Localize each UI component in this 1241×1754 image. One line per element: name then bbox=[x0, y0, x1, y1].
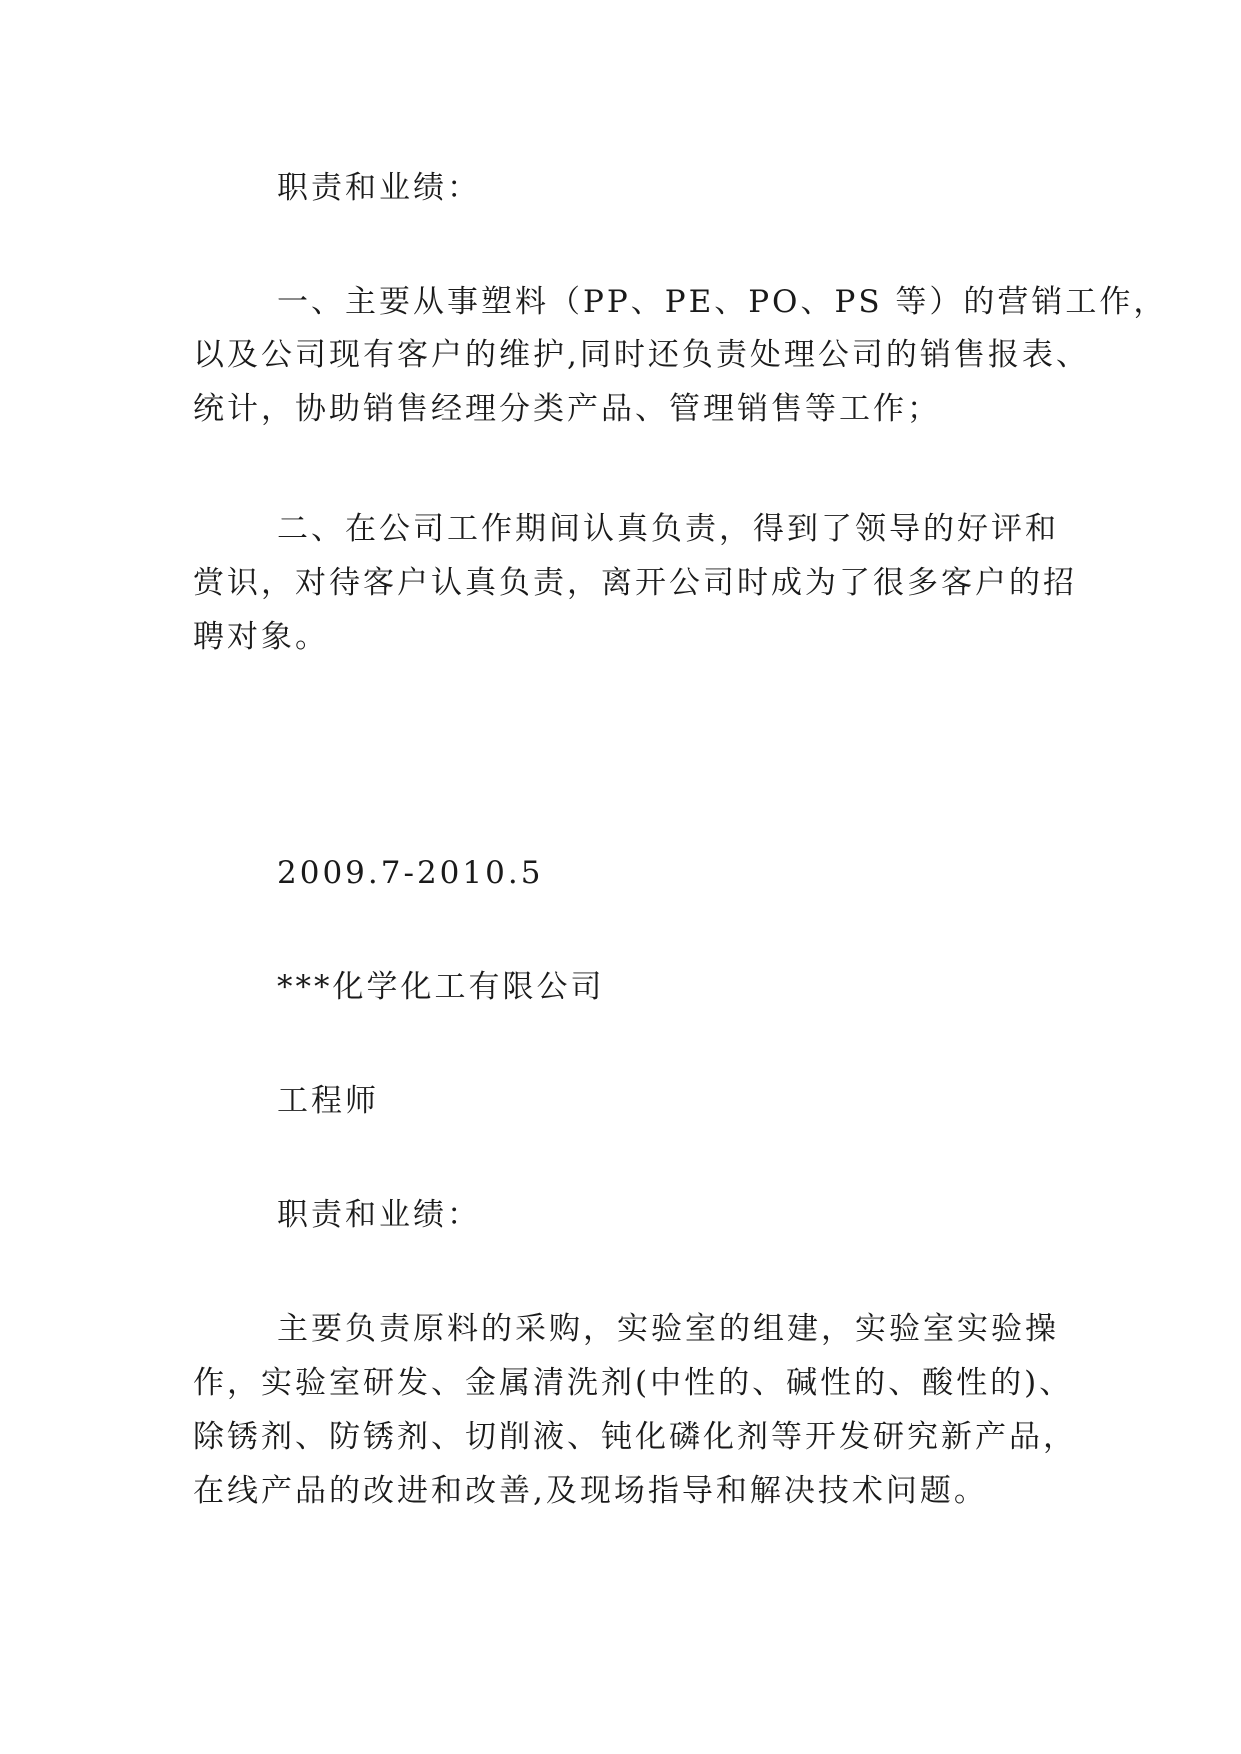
section2-line1: 主要负责原料的采购，实验室的组建，实验室实验操 bbox=[277, 1311, 1059, 1347]
section1-item2-line2: 赏识，对待客户认真负责，离开公司时成为了很多客户的招 bbox=[193, 565, 1077, 601]
company-name: ***化学化工有限公司 bbox=[277, 969, 605, 1005]
section1-item2-line3: 聘对象。 bbox=[193, 619, 329, 655]
section2-heading: 职责和业绩： bbox=[277, 1197, 481, 1233]
section1-item1-line1: 一、主要从事塑料（PP、PE、PO、PS 等）的营销工作， bbox=[277, 284, 1168, 320]
section1-item2-line1: 二、在公司工作期间认真负责，得到了领导的好评和 bbox=[277, 511, 1059, 547]
job-title: 工程师 bbox=[277, 1083, 379, 1119]
section2-line4: 在线产品的改进和改善,及现场指导和解决技术问题。 bbox=[193, 1473, 988, 1509]
section1-heading: 职责和业绩： bbox=[277, 170, 481, 206]
section2-line3: 除锈剂、防锈剂、切削液、钝化磷化剂等开发研究新产品， bbox=[193, 1419, 1077, 1455]
section1-item1-line2: 以及公司现有客户的维护,同时还负责处理公司的销售报表、 bbox=[193, 337, 1090, 373]
section2-line2: 作，实验室研发、金属清洗剂(中性的、碱性的、酸性的)、 bbox=[193, 1365, 1074, 1401]
section1-item1-line3: 统计，协助销售经理分类产品、管理销售等工作； bbox=[193, 391, 941, 427]
employment-period: 2009.7-2010.5 bbox=[277, 855, 544, 891]
